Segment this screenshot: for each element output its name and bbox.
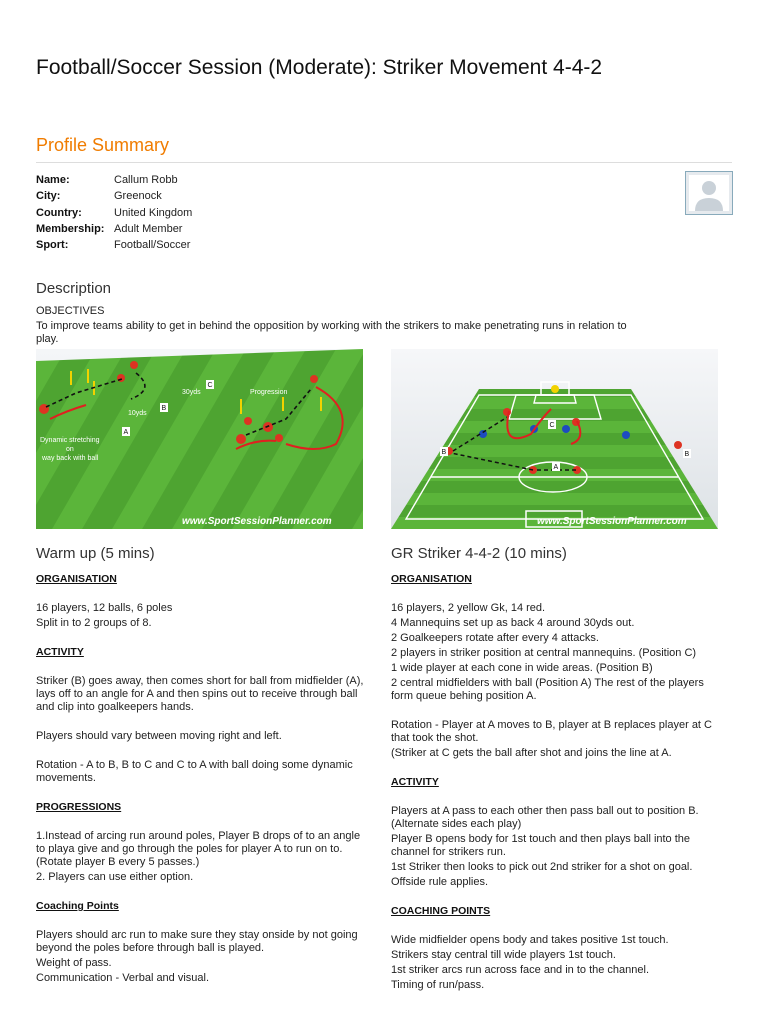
text-line: Player B opens body for 1st touch and then plays ball into the channel for strikers run.	[391, 833, 691, 858]
watermark: www.SportSessionPlanner.com	[537, 516, 687, 527]
text-line: 1st Striker then looks to pick out 2nd striker for a shot on goal.	[391, 861, 693, 873]
text-line: Weight of pass.	[36, 957, 112, 969]
warmup-coaching-heading: Coaching Points	[36, 900, 119, 912]
profile-label: Name:	[36, 174, 70, 186]
text-line: Players at A pass to each other then pass ball out to position B. (Alternate sides each play)	[391, 805, 699, 830]
text-line: Rotation - A to B, B to C and C to A with ball doing some dynamic movements.	[36, 759, 353, 784]
gr-coaching-heading: COACHING POINTS	[391, 905, 491, 917]
profile-value: Adult Member	[114, 222, 183, 235]
objectives-text: To improve teams ability to get in behind the opposition by working with the strikers to make penetrating runs in relation to play.	[36, 320, 627, 345]
text-line: Rotation - Player at A moves to B, player at B replaces player at C that took the shot.	[391, 719, 712, 744]
text-line: Striker (B) goes away, then comes short for ball from midfielder (A), lays off to an angle for A and then spins out to receive through ball and clip into goalkeepers hands.	[36, 675, 364, 713]
gr-striker-diagram	[391, 349, 718, 529]
text-line: 2 players in striker position at central mannequins. (Position C)	[391, 647, 697, 659]
label-dynamic-stretching: Dynamic stretching	[40, 437, 100, 444]
text-line: 1 wide player at each cone in wide areas. (Position B)	[391, 662, 653, 674]
label-c: C	[207, 382, 213, 389]
warmup-activity-heading: ACTIVITY	[36, 646, 84, 658]
label-10yds: 10yds	[128, 410, 147, 417]
text-line: 2 central midfielders with ball (Position A) The rest of the players form queue behing position A.	[391, 677, 704, 702]
text-line: Offside rule applies.	[391, 876, 489, 888]
text-line: Strikers stay central till wide players 1st touch.	[391, 949, 616, 961]
profile-label: Membership:	[36, 222, 105, 235]
warmup-diagram	[36, 349, 363, 529]
label-30yds: 30yds	[182, 389, 201, 396]
profile-summary-heading: Profile Summary	[36, 135, 170, 155]
watermark: www.SportSessionPlanner.com	[182, 516, 332, 527]
label-b-right: B	[684, 451, 690, 458]
profile-row-sport	[36, 237, 192, 253]
text-line: Timing of run/pass.	[391, 979, 485, 991]
text-line: 4 Mannequins set up as back 4 around 30yds out.	[391, 617, 635, 629]
text-line: 2 Goalkeepers rotate after every 4 attacks.	[391, 632, 599, 644]
objectives-label: OBJECTIVES	[36, 305, 105, 317]
warmup-title: Warm up (5 mins)	[36, 545, 155, 562]
text-line: Wide midfielder opens body and takes positive 1st touch.	[391, 934, 669, 946]
profile-row-name	[36, 172, 192, 188]
divider	[36, 162, 732, 163]
gr-organisation-heading: ORGANISATION	[391, 573, 472, 585]
profile-value: Football/Soccer	[114, 239, 191, 252]
profile-row-membership	[36, 221, 192, 237]
avatar-placeholder-icon	[689, 175, 729, 211]
warmup-section	[36, 544, 366, 985]
label-a: A	[123, 429, 129, 436]
text-line: 1st striker arcs run across face and in to the channel.	[391, 964, 650, 976]
text-line: 16 players, 12 balls, 6 poles	[36, 602, 173, 614]
label-a: A	[553, 464, 559, 471]
label-dynamic-way-back: way back with ball	[42, 455, 99, 462]
text-line: Split in to 2 groups of 8.	[36, 617, 152, 629]
avatar	[685, 171, 733, 215]
label-b-left: B	[441, 449, 447, 456]
profile-value: Greenock	[114, 190, 162, 203]
profile-value: United Kingdom	[114, 206, 193, 219]
page-title: Football/Soccer Session (Moderate): Striker Movement 4-4-2	[36, 56, 603, 79]
profile-label: Sport:	[36, 239, 69, 252]
label-dynamic-on: on	[66, 446, 74, 453]
text-line: 16 players, 2 yellow Gk, 14 red.	[391, 602, 546, 614]
profile-value: Callum Robb	[114, 174, 178, 186]
text-line: Communication - Verbal and visual.	[36, 972, 210, 984]
text-line: 2. Players can use either option.	[36, 871, 194, 883]
warmup-organisation-heading: ORGANISATION	[36, 573, 117, 585]
text-line: Players should vary between moving right and left.	[36, 730, 282, 742]
text-line: (Striker at C gets the ball after shot and joins the line at A.	[391, 747, 672, 759]
gr-striker-title: GR Striker 4-4-2 (10 mins)	[391, 545, 567, 562]
label-c: C	[549, 422, 555, 429]
gr-striker-section	[391, 544, 721, 992]
profile-row-city	[36, 188, 192, 204]
gr-activity-heading: ACTIVITY	[391, 776, 439, 788]
label-b: B	[161, 405, 167, 412]
text-line: 1.Instead of arcing run around poles, Player B drops of to an angle to playa give and go through the poles for player A to run on to. (Rotate player B every 5 passes.)	[36, 830, 361, 868]
description-heading: Description	[36, 280, 112, 297]
text-line: Players should arc run to make sure they stay onside by not going beyond the poles before through ball is played.	[36, 929, 358, 954]
profile-label: City:	[36, 190, 61, 203]
profile-row-country	[36, 205, 192, 221]
label-progression: Progression	[250, 389, 288, 396]
profile-label: Country:	[36, 206, 82, 219]
profile-table	[36, 172, 192, 253]
warmup-progressions-heading: PROGRESSIONS	[36, 801, 122, 813]
